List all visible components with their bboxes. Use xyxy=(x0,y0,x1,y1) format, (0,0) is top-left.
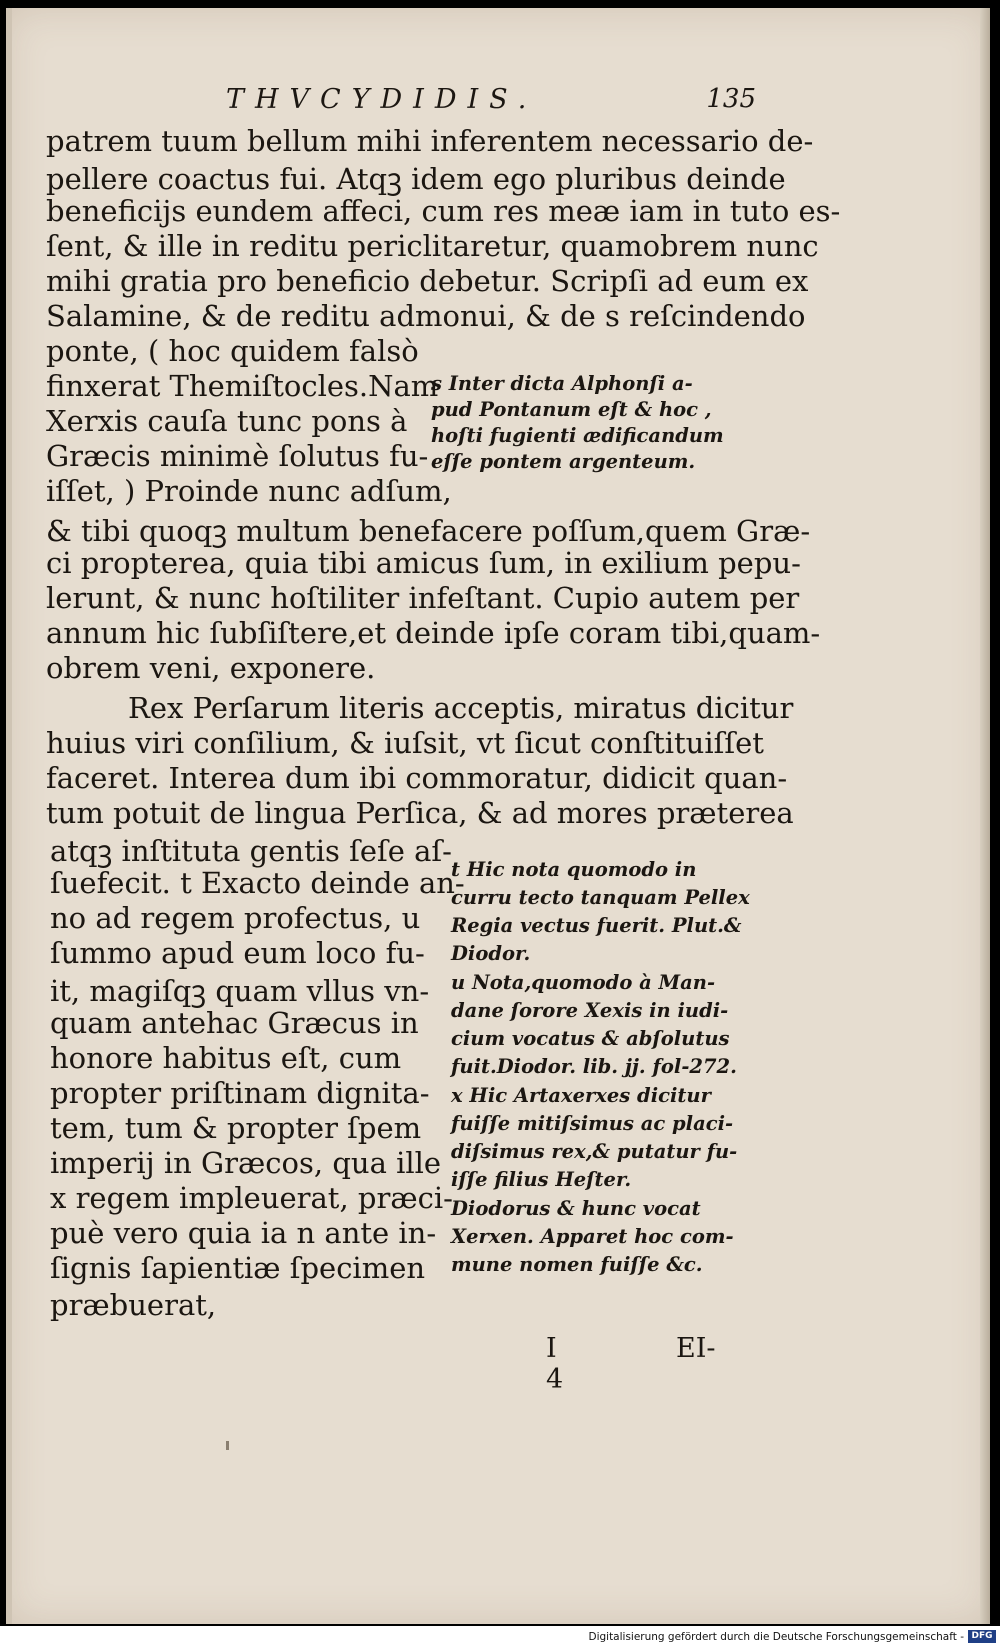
body-line: ci propterea, quia tibi amicus ſum, in exilium pepu- xyxy=(46,546,801,580)
body-line: finxerat Themiſtocles.Nam xyxy=(46,369,439,403)
paragraph-first-line: Rex Perſarum literis acceptis, miratus dicitur xyxy=(128,691,794,725)
margin-note-line: fuit.Diodor. lib. jj. fol-272. xyxy=(451,1055,737,1078)
body-line: Græcis minimè ſolutus fu- xyxy=(46,439,429,473)
page-spine xyxy=(6,8,12,1624)
body-line: & tibi quoqꝫ multum benefacere poſſum,quem Græ- xyxy=(46,514,811,548)
margin-note-line: diſsimus rex,& putatur fu- xyxy=(451,1140,738,1163)
digitization-footer xyxy=(0,1626,1000,1648)
body-line: ſuefecit. t Exacto deinde an- xyxy=(50,866,465,900)
body-line: patrem tuum bellum mihi inferentem necessario de- xyxy=(46,124,814,158)
running-title: THVCYDIDIS. xyxy=(226,84,538,115)
dfg-logo-icon: DFG xyxy=(968,1630,996,1643)
margin-note-line: dane ſorore Xexis in iudi- xyxy=(451,999,729,1022)
body-line: ſummo apud eum loco fu- xyxy=(50,936,425,970)
body-line: obrem veni, exponere. xyxy=(46,651,376,685)
body-line: tum potuit de lingua Perſica, & ad mores præterea xyxy=(46,796,794,830)
body-line: ſignis ſapientiæ ſpecimen xyxy=(50,1251,426,1285)
margin-note-line: u Nota,quomodo à Man- xyxy=(451,971,716,994)
margin-note-line: curru tecto tanquam Pellex xyxy=(451,886,750,909)
body-line: huius viri conſilium, & iuſsit, vt ſicut conſtituiſſet xyxy=(46,726,764,760)
signature-mark: I 4 xyxy=(546,1333,564,1395)
body-line: mihi gratia pro beneficio debetur. Scripſi ad eum ex xyxy=(46,264,809,298)
margin-note-line: t Hic nota quomodo in xyxy=(451,858,697,881)
margin-note-line: Xerxen. Apparet hoc com- xyxy=(451,1225,734,1248)
book-page xyxy=(6,8,990,1624)
footer-text: Digitalisierung gefördert durch die Deutsche Forschungsgemeinschaft - xyxy=(588,1631,964,1643)
margin-note-line: s Inter dicta Alphonſi a- xyxy=(431,372,693,395)
body-line: Xerxis cauſa tunc pons à xyxy=(46,404,408,438)
margin-note-line: fuiſſe mitiſsimus ac placi- xyxy=(451,1112,734,1135)
margin-note-line: eſſe pontem argenteum. xyxy=(431,450,696,473)
body-line: beneficijs eundem affeci, cum res meæ iam in tuto es- xyxy=(46,194,841,228)
body-line: faceret. Interea dum ibi commoratur, didicit quan- xyxy=(46,761,788,795)
margin-note-line: Diodorus & hunc vocat xyxy=(451,1197,701,1220)
body-line: tem, tum & propter ſpem xyxy=(50,1111,422,1145)
margin-note-line: Diodor. xyxy=(451,942,531,965)
page-edge xyxy=(980,8,990,1624)
margin-note-line: Regia vectus fuerit. Plut.& xyxy=(451,914,742,937)
body-line: puè vero quia ia n ante in- xyxy=(50,1216,437,1250)
body-line: x regem impleuerat, præci- xyxy=(50,1181,453,1215)
body-line: honore habitus eſt, cum xyxy=(50,1041,402,1075)
body-line: ponte, ( hoc quidem falsò xyxy=(46,334,419,368)
body-line: it, magiſqꝫ quam vllus vn- xyxy=(50,974,430,1008)
margin-note-line: x Hic Artaxerxes dicitur xyxy=(451,1084,711,1107)
margin-note-line: mune nomen fuiſſe &c. xyxy=(451,1253,703,1276)
paper-speck xyxy=(226,1441,229,1450)
body-line: annum hic ſubſiſtere,et deinde ipſe coram tibi,quam- xyxy=(46,616,821,650)
margin-note-line: iſſe filius Heſter. xyxy=(451,1168,632,1191)
body-line: Salamine, & de reditu admonui, & de s reſcindendo xyxy=(46,299,806,333)
margin-note-line: cium vocatus & abſolutus xyxy=(451,1027,730,1050)
body-line: quam antehac Græcus in xyxy=(50,1006,419,1040)
body-line: propter priſtinam dignita- xyxy=(50,1076,430,1110)
margin-note-line: hoſti fugienti ædificandum xyxy=(431,424,724,447)
body-line: ſent, & ille in reditu periclitaretur, quamobrem nunc xyxy=(46,229,819,263)
body-line: no ad regem profectus, u xyxy=(50,901,421,935)
body-line: lerunt, & nunc hoſtiliter infeſtant. Cupio autem per xyxy=(46,581,800,615)
body-line: pellere coactus fui. Atqꝫ idem ego pluribus deinde xyxy=(46,162,786,196)
body-line: imperij in Græcos, qua ille xyxy=(50,1146,442,1180)
body-line: iſſet, ) Proinde nunc adſum, xyxy=(46,474,452,508)
margin-note-line: pud Pontanum eſt & hoc , xyxy=(431,398,712,421)
body-line: præbuerat, xyxy=(50,1288,217,1322)
body-line: atqꝫ inſtituta gentis ſeſe aſ- xyxy=(50,834,452,868)
page-number: 135 xyxy=(706,84,756,114)
catchword: EI- xyxy=(676,1333,716,1364)
running-header xyxy=(226,78,756,122)
